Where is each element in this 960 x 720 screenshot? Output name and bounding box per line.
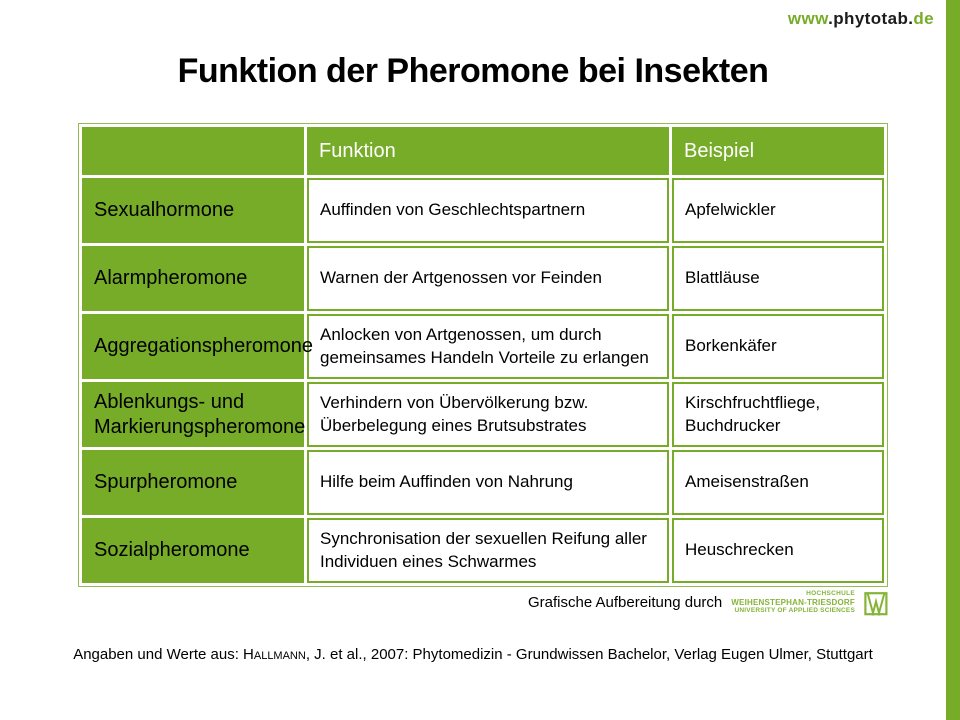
beispiel-cell: Heuschrecken xyxy=(672,518,884,583)
hswt-logo-icon xyxy=(864,589,888,616)
citation xyxy=(0,646,946,663)
table-row-spurpheromone xyxy=(82,450,884,515)
table-row-sozialpheromone xyxy=(82,518,884,583)
row-header-cell: Aggregationspheromone xyxy=(82,314,304,379)
citation-rest: , J. et al., 2007: Phytomedizin - Grundwissen Bachelor, Verlag Eugen Ulmer, Stuttgart xyxy=(305,646,873,663)
site-url-www: www xyxy=(787,9,829,28)
site-url-tld: de xyxy=(913,9,934,28)
table-row-ablenkungs-markierungspheromone xyxy=(82,382,884,447)
funktion-cell: Verhindern von Übervölkerung bzw. Überbelegung eines Brutsubstrates xyxy=(307,382,669,447)
green-accent-bar xyxy=(946,0,960,720)
site-url xyxy=(788,9,934,29)
funktion-cell: Auffinden von Geschlechtspartnern xyxy=(307,178,669,243)
table-header-row xyxy=(82,127,884,175)
funktion-cell: Hilfe beim Auffinden von Nahrung xyxy=(307,450,669,515)
row-header-cell: Sozialpheromone xyxy=(82,518,304,583)
beispiel-cell: Borkenkäfer xyxy=(672,314,884,379)
beispiel-cell: Kirschfruchtfliege, Buchdrucker xyxy=(672,382,884,447)
hswt-logo-line3: UNIVERSITY OF APPLIED SCIENCES xyxy=(734,607,855,615)
pheromone-table xyxy=(78,123,888,587)
funktion-cell: Warnen der Artgenossen vor Feinden xyxy=(307,246,669,311)
beispiel-cell: Blattläuse xyxy=(672,246,884,311)
pheromone-table-grid xyxy=(79,124,887,586)
beispiel-header-cell: Beispiel xyxy=(672,127,884,175)
hswt-logo-text xyxy=(731,590,855,615)
table-row-alarmpheromone xyxy=(82,246,884,311)
citation-author: Hallmann xyxy=(243,646,306,663)
site-url-domain: .phytotab. xyxy=(828,9,914,28)
funktion-header-cell: Funktion xyxy=(307,127,669,175)
beispiel-cell: Apfelwickler xyxy=(672,178,884,243)
table-row-aggregationspheromone xyxy=(82,314,884,379)
funktion-cell: Synchronisation der sexuellen Reifung aller Individuen eines Schwarmes xyxy=(307,518,669,583)
funktion-cell: Anlocken von Artgenossen, um durch gemeinsames Handeln Vorteile zu erlangen xyxy=(307,314,669,379)
credit-label: Grafische Aufbereitung durch xyxy=(527,594,723,611)
row-header-cell: Ablenkungs- und Markierungspheromone xyxy=(82,382,304,447)
row-header-cell: Spurpheromone xyxy=(82,450,304,515)
beispiel-cell: Ameisenstraßen xyxy=(672,450,884,515)
row-header-cell: Sexualhormone xyxy=(82,178,304,243)
hswt-logo-line1: HOCHSCHULE xyxy=(806,589,855,597)
table-row-sexualhormone xyxy=(82,178,884,243)
credit-block xyxy=(528,589,888,616)
corner-header-cell xyxy=(82,127,304,175)
citation-prefix: Angaben und Werte aus: xyxy=(73,646,244,663)
page-title: Funktion der Pheromone bei Insekten xyxy=(177,52,769,90)
row-header-cell: Alarmpheromone xyxy=(82,246,304,311)
hswt-logo-line2: WEIHENSTEPHAN-TRIESDORF xyxy=(731,597,855,607)
